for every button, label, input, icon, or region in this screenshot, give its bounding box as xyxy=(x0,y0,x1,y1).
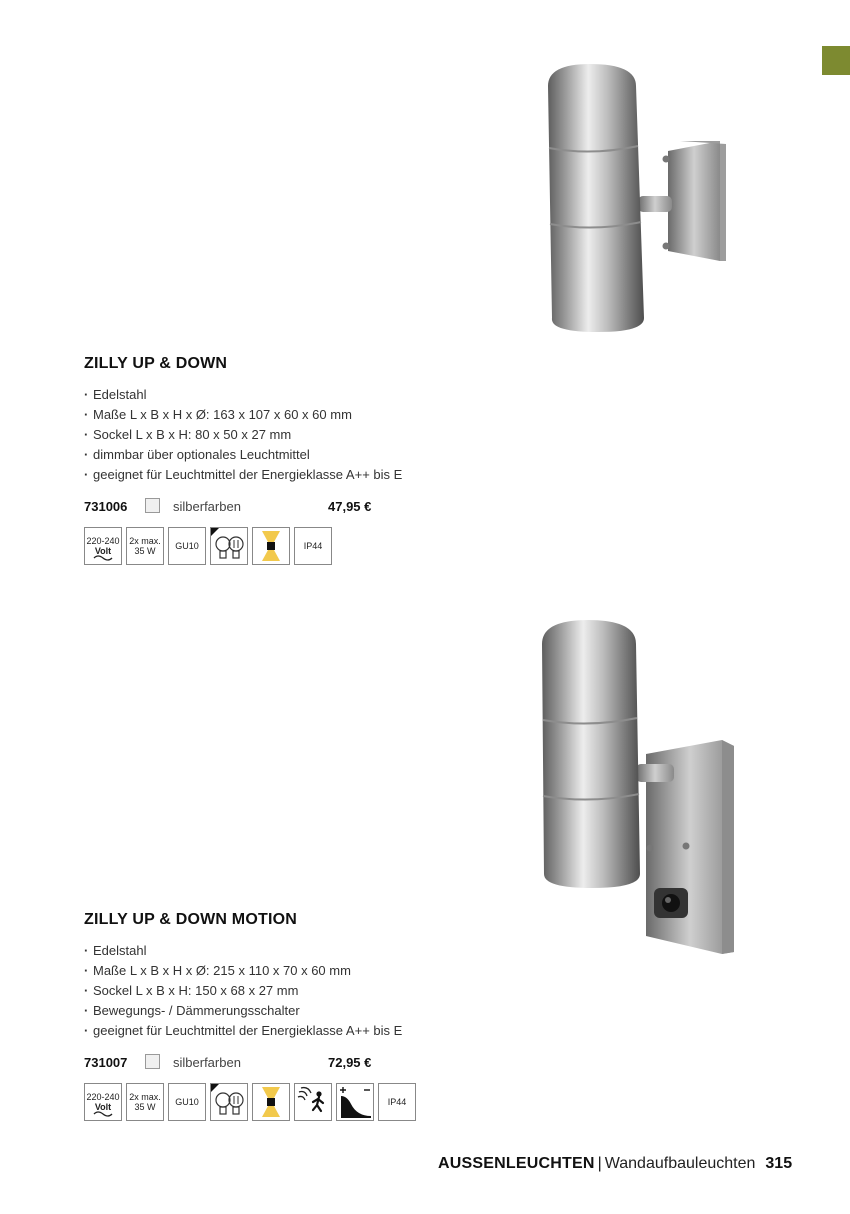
page-footer xyxy=(438,1152,792,1176)
twilight-sensor-icon xyxy=(336,1083,374,1121)
socket-icon: GU10 xyxy=(168,527,206,565)
ip-rating-icon: IP44 xyxy=(294,527,332,565)
up-down-light-icon xyxy=(252,1083,290,1121)
article-number: 731006 xyxy=(84,499,128,514)
product-card-1 xyxy=(84,352,484,565)
color-swatch xyxy=(145,498,160,513)
feature-item: · Bewegungs- / Dämmerungsschalter xyxy=(84,1001,484,1021)
article-number: 731007 xyxy=(84,1055,128,1070)
color-swatch xyxy=(145,1054,160,1069)
ip-rating-icon: IP44 xyxy=(378,1083,416,1121)
color-name: silberfarben xyxy=(173,499,241,514)
voltage-icon: 220-240 Volt xyxy=(84,1083,122,1121)
bulb-type-icon xyxy=(210,527,248,565)
up-down-light-icon xyxy=(252,527,290,565)
feature-item: · dimmbar über optionales Leuchtmittel xyxy=(84,445,484,465)
product-photo xyxy=(536,616,746,961)
feature-item: · geeignet für Leuchtmittel der Energieklasse A++ bis E xyxy=(84,1021,484,1041)
feature-list xyxy=(84,941,484,1041)
footer-separator: | xyxy=(597,1155,602,1172)
bulb-type-icon xyxy=(210,1083,248,1121)
feature-item: · Edelstahl xyxy=(84,941,484,961)
feature-item: · Maße L x B x H x Ø: 215 x 110 x 70 x 60 mm xyxy=(84,961,484,981)
feature-item: · geeignet für Leuchtmittel der Energieklasse A++ bis E xyxy=(84,465,484,485)
feature-item: · Edelstahl xyxy=(84,385,484,405)
product-title: ZILLY UP & DOWN xyxy=(84,355,228,372)
price: 47,95 € xyxy=(328,499,372,514)
wall-lamp-image xyxy=(540,56,740,336)
feature-item: · Sockel L x B x H: 80 x 50 x 27 mm xyxy=(84,425,484,445)
wattage-icon: 2x max. 35 W xyxy=(126,1083,164,1121)
socket-icon: GU10 xyxy=(168,1083,206,1121)
product-photo xyxy=(540,56,740,336)
variant-row xyxy=(84,497,484,517)
feature-item: · Maße L x B x H x Ø: 163 x 107 x 60 x 60 mm xyxy=(84,405,484,425)
motion-sensor-icon xyxy=(294,1083,332,1121)
footer-section: AUSSENLEUCHTEN xyxy=(438,1155,595,1172)
variant-row xyxy=(84,1053,484,1073)
price: 72,95 € xyxy=(328,1055,372,1070)
wall-lamp-motion-image xyxy=(536,616,746,961)
spec-icon-row xyxy=(84,527,484,565)
color-name: silberfarben xyxy=(173,1055,241,1070)
section-tab xyxy=(822,46,850,75)
voltage-icon: 220-240 Volt xyxy=(84,527,122,565)
feature-item: · Sockel L x B x H: 150 x 68 x 27 mm xyxy=(84,981,484,1001)
spec-icon-row xyxy=(84,1083,484,1121)
feature-list xyxy=(84,385,484,485)
wattage-icon: 2x max. 35 W xyxy=(126,527,164,565)
product-title: ZILLY UP & DOWN MOTION xyxy=(84,911,298,928)
page-number: 315 xyxy=(765,1155,793,1172)
product-card-2 xyxy=(84,908,484,1121)
footer-category: Wandaufbauleuchten xyxy=(604,1155,756,1172)
